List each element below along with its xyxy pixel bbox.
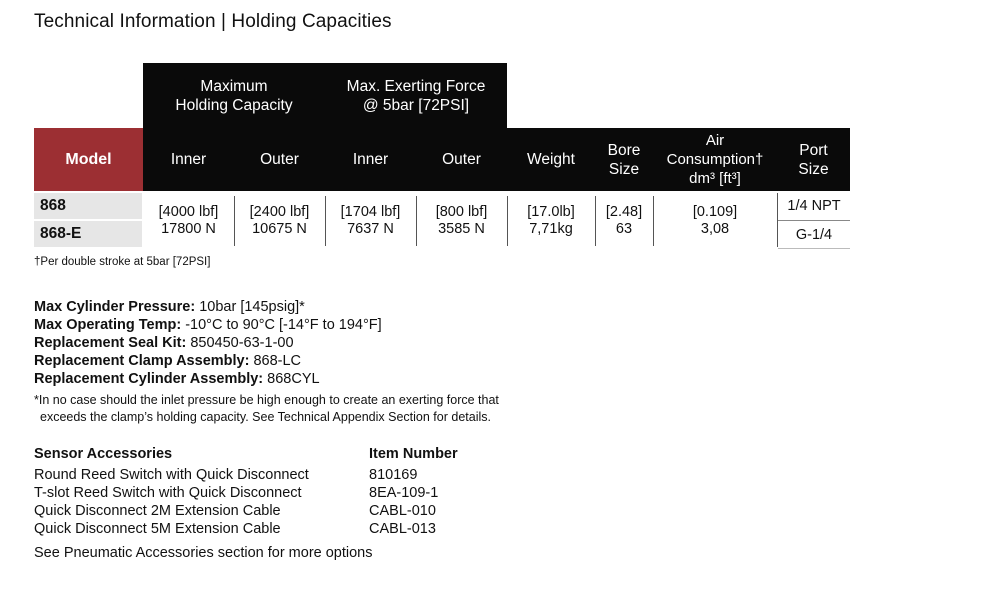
accessory-item-number: 810169 — [369, 467, 418, 483]
cell-bore-size: [2.48] 63 — [605, 204, 643, 237]
accessory-name: T-slot Reed Switch with Quick Disconnect — [34, 485, 302, 501]
cell-holding-outer: [2400 lbf] 10675 N — [249, 204, 310, 237]
table-bottom-line — [778, 248, 850, 249]
accessory-name: Quick Disconnect 2M Extension Cable — [34, 503, 281, 519]
header-holding-inner: Inner — [143, 128, 234, 191]
accessory-name: Quick Disconnect 5M Extension Cable — [34, 521, 281, 537]
model-868-e: 868-E — [34, 221, 142, 247]
port-divider — [778, 220, 850, 221]
accessories-header-name: Sensor Accessories — [34, 446, 173, 462]
see-more-note: See Pneumatic Accessories section for more options — [34, 545, 373, 561]
header-model: Model — [34, 128, 143, 191]
table-footnote: †Per double stroke at 5bar [72PSI] — [34, 256, 211, 268]
spec-replacement-cylinder-assembly: Replacement Cylinder Assembly: 868CYL — [34, 371, 320, 387]
accessory-item-number: 8EA-109-1 — [369, 485, 439, 501]
pressure-note-line-1: *In no case should the inlet pressure be high enough to create an exerting force that — [34, 393, 499, 407]
spec-replacement-seal-kit: Replacement Seal Kit: 850450-63-1-00 — [34, 335, 294, 351]
spec-max-cylinder-pressure: Max Cylinder Pressure: 10bar [145psig]* — [34, 299, 305, 315]
header-bore-size: Bore Size — [595, 128, 653, 191]
header-port-size: Port Size — [777, 128, 850, 191]
port-size-868-e: G-1/4 — [795, 227, 833, 243]
cell-air-consumption: [0.109] 3,08 — [692, 204, 738, 237]
spec-max-operating-temp: Max Operating Temp: -10°C to 90°C [-14°F to 194°F] — [34, 317, 382, 333]
cell-force-inner: [1704 lbf] 7637 N — [340, 204, 401, 237]
accessory-name: Round Reed Switch with Quick Disconnect — [34, 467, 309, 483]
accessories-header-item: Item Number — [369, 446, 458, 462]
header-max-exerting-force: Max. Exerting Force @ 5bar [72PSI] — [325, 63, 507, 128]
header-force-outer: Outer — [416, 128, 507, 191]
port-size-868: 1/4 NPT — [787, 198, 841, 214]
accessory-item-number: CABL-010 — [369, 503, 436, 519]
pressure-note-line-2: exceeds the clamp’s holding capacity. See Technical Appendix Section for details. — [40, 410, 491, 424]
model-868: 868 — [34, 193, 142, 219]
accessory-item-number: CABL-013 — [369, 521, 436, 537]
header-weight: Weight — [507, 128, 595, 191]
header-max-holding-capacity: Maximum Holding Capacity — [143, 63, 325, 128]
header-air-consumption: Air Consumption† dm³ [ft³] — [653, 128, 777, 191]
spec-replacement-clamp-assembly: Replacement Clamp Assembly: 868-LC — [34, 353, 302, 369]
cell-weight: [17.0lb] 7,71kg — [527, 204, 575, 237]
header-holding-outer: Outer — [234, 128, 325, 191]
cell-holding-inner: [4000 lbf] 17800 N — [158, 204, 219, 237]
cell-force-outer: [800 lbf] 3585 N — [435, 204, 488, 237]
page-title: Technical Information | Holding Capacities — [34, 11, 392, 32]
header-force-inner: Inner — [325, 128, 416, 191]
